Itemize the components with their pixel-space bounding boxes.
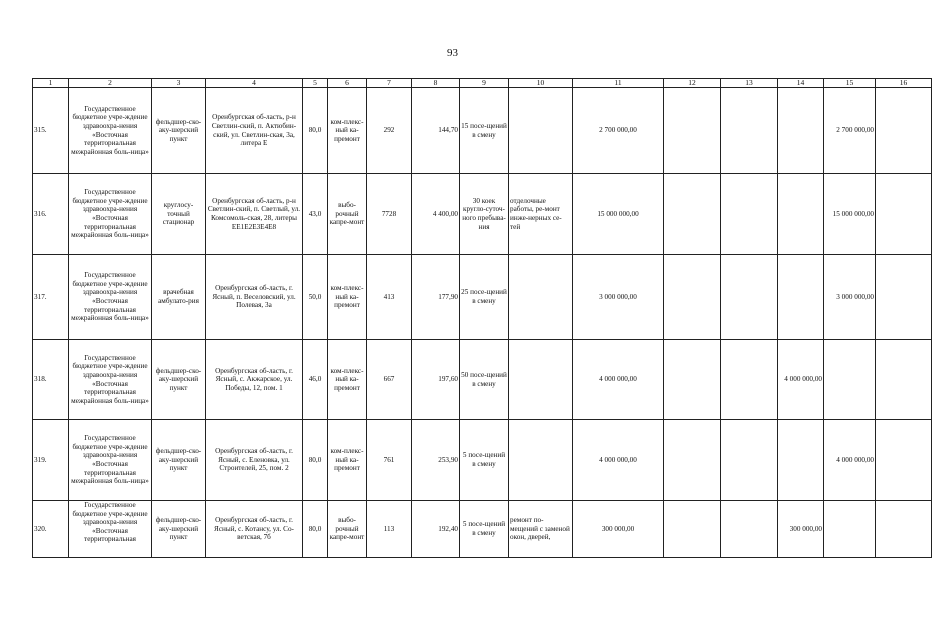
wear-percent-cell: 46,0	[303, 340, 328, 420]
works-cell: ремонт по-мещений с заменой окон, дверей,	[509, 501, 573, 558]
total-cost-cell: 300 000,00	[573, 501, 664, 558]
repair-type-cell: ком-плекс-ный ка-премонт	[328, 88, 367, 174]
column-header: 11	[573, 79, 664, 88]
year-amount-cell: 300 000,00	[778, 501, 824, 558]
table-row	[33, 255, 932, 340]
year-amount-cell	[876, 88, 932, 174]
row-number: 320.	[33, 501, 69, 558]
year-amount-cell	[664, 420, 721, 501]
col7-cell: 292	[367, 88, 412, 174]
table-row	[33, 420, 932, 501]
page-number: 93	[447, 47, 458, 59]
year-amount-cell	[664, 340, 721, 420]
address-cell: Оренбургская об-ласть, г. Ясный, п. Веселовский, ул. Полевая, 3а	[206, 255, 303, 340]
year-amount-cell	[876, 174, 932, 255]
wear-percent-cell: 80,0	[303, 420, 328, 501]
column-header: 5	[303, 79, 328, 88]
year-amount-cell	[778, 174, 824, 255]
col7-cell: 667	[367, 340, 412, 420]
row-number: 317.	[33, 255, 69, 340]
repair-type-cell: ком-плекс-ный ка-премонт	[328, 420, 367, 501]
works-cell	[509, 255, 573, 340]
area-cell: 144,70	[412, 88, 460, 174]
column-header: 7	[367, 79, 412, 88]
facility-type-cell: фельдшер-ско-аку-шерский пункт	[152, 501, 206, 558]
area-cell: 4 400,00	[412, 174, 460, 255]
address-cell: Оренбургская об-ласть, г. Ясный, с. Котансу, ул. Со-ветская, 7б	[206, 501, 303, 558]
works-cell: отделочные работы, ре-монт инже-нерных се-тей	[509, 174, 573, 255]
col7-cell: 113	[367, 501, 412, 558]
address-cell: Оренбургская об-ласть, г. Ясный, с. Еленовка, ул. Строителей, 25, пом. 2	[206, 420, 303, 501]
column-header: 8	[412, 79, 460, 88]
wear-percent-cell: 80,0	[303, 501, 328, 558]
total-cost-cell: 4 000 000,00	[573, 420, 664, 501]
repair-type-cell: выбо-рочный капре-монт	[328, 501, 367, 558]
column-header: 14	[778, 79, 824, 88]
area-cell: 177,90	[412, 255, 460, 340]
year-amount-cell	[778, 88, 824, 174]
year-amount-cell: 2 700 000,00	[824, 88, 876, 174]
facility-type-cell: круглосу-точный стационар	[152, 174, 206, 255]
wear-percent-cell: 50,0	[303, 255, 328, 340]
works-cell	[509, 420, 573, 501]
column-header: 16	[876, 79, 932, 88]
col7-cell: 413	[367, 255, 412, 340]
wear-percent-cell: 80,0	[303, 88, 328, 174]
organization-cell: Государственное бюджетное учре-ждение здравоохра-нения «Восточная территориальная межрайонная боль-ница»	[69, 88, 152, 174]
organization-cell: Государственное бюджетное учре-ждение здравоохра-нения «Восточная территориальная	[69, 501, 152, 558]
facility-type-cell: врачебная амбулато-рия	[152, 255, 206, 340]
year-amount-cell	[778, 255, 824, 340]
organization-cell: Государственное бюджетное учре-ждение здравоохра-нения «Восточная территориальная межрайонная боль-ница»	[69, 255, 152, 340]
table-row	[33, 174, 932, 255]
year-amount-cell	[876, 501, 932, 558]
organization-cell: Государственное бюджетное учре-ждение здравоохра-нения «Восточная территориальная межрайонная боль-ница»	[69, 340, 152, 420]
year-amount-cell	[664, 501, 721, 558]
repair-type-cell: ком-плекс-ный ка-премонт	[328, 340, 367, 420]
year-amount-cell	[721, 174, 778, 255]
column-header: 10	[509, 79, 573, 88]
facility-type-cell: фельдшер-ско-аку-шерский пункт	[152, 420, 206, 501]
facility-type-cell: фельдшер-ско-аку-шерский пункт	[152, 340, 206, 420]
address-cell: Оренбургская об-ласть, р-н Светлин-ский, п. Актюбин-ский, ул. Светлин-ская, 3а, литера Е	[206, 88, 303, 174]
organization-cell: Государственное бюджетное учре-ждение здравоохра-нения «Восточная территориальная межрайонная боль-ница»	[69, 174, 152, 255]
area-cell: 253,90	[412, 420, 460, 501]
year-amount-cell	[876, 420, 932, 501]
address-cell: Оренбургская об-ласть, р-н Светлин-ский, п. Светлый, ул. Комсомоль-ская, 28, литеры ЕЕ1Е2Е3Е4Е8	[206, 174, 303, 255]
column-header: 1	[33, 79, 69, 88]
column-header: 9	[460, 79, 509, 88]
column-header: 3	[152, 79, 206, 88]
total-cost-cell: 3 000 000,00	[573, 255, 664, 340]
capacity-cell: 25 посе-щений в смену	[460, 255, 509, 340]
year-amount-cell	[721, 420, 778, 501]
wear-percent-cell: 43,0	[303, 174, 328, 255]
capacity-cell: 15 посе-щений в смену	[460, 88, 509, 174]
capacity-cell: 30 коек кругло-суточ-ного пребыва-ния	[460, 174, 509, 255]
capacity-cell: 50 посе-щений в смену	[460, 340, 509, 420]
year-amount-cell: 15 000 000,00	[824, 174, 876, 255]
total-cost-cell: 4 000 000,00	[573, 340, 664, 420]
total-cost-cell: 2 700 000,00	[573, 88, 664, 174]
year-amount-cell	[721, 88, 778, 174]
total-cost-cell: 15 000 000,00	[573, 174, 664, 255]
address-cell: Оренбургская об-ласть, г. Ясный, с. Акжарское, ул. Победы, 12, пом. 1	[206, 340, 303, 420]
year-amount-cell	[664, 174, 721, 255]
year-amount-cell: 4 000 000,00	[824, 420, 876, 501]
row-number: 319.	[33, 420, 69, 501]
col7-cell: 7728	[367, 174, 412, 255]
year-amount-cell	[664, 255, 721, 340]
works-cell	[509, 340, 573, 420]
area-cell: 192,40	[412, 501, 460, 558]
repair-type-cell: ком-плекс-ный ка-премонт	[328, 255, 367, 340]
column-header: 13	[721, 79, 778, 88]
row-number: 315.	[33, 88, 69, 174]
table-row	[33, 501, 932, 558]
table-row	[33, 88, 932, 174]
year-amount-cell	[876, 255, 932, 340]
row-number: 318.	[33, 340, 69, 420]
year-amount-cell	[778, 420, 824, 501]
year-amount-cell	[721, 340, 778, 420]
column-header: 6	[328, 79, 367, 88]
repair-type-cell: выбо-рочный капре-монт	[328, 174, 367, 255]
col7-cell: 761	[367, 420, 412, 501]
works-cell	[509, 88, 573, 174]
column-header: 2	[69, 79, 152, 88]
column-header: 4	[206, 79, 303, 88]
organization-cell: Государственное бюджетное учре-ждение здравоохра-нения «Восточная территориальная межрайонная боль-ница»	[69, 420, 152, 501]
document-table	[32, 78, 932, 558]
year-amount-cell	[876, 340, 932, 420]
capacity-cell: 5 посе-щений в смену	[460, 420, 509, 501]
year-amount-cell	[721, 255, 778, 340]
area-cell: 197,60	[412, 340, 460, 420]
column-header: 12	[664, 79, 721, 88]
header-row	[33, 79, 932, 88]
year-amount-cell: 4 000 000,00	[778, 340, 824, 420]
capacity-cell: 5 посе-щений в смену	[460, 501, 509, 558]
year-amount-cell: 3 000 000,00	[824, 255, 876, 340]
year-amount-cell	[664, 88, 721, 174]
year-amount-cell	[721, 501, 778, 558]
facility-type-cell: фельдшер-ско-аку-шерский пункт	[152, 88, 206, 174]
row-number: 316.	[33, 174, 69, 255]
table-row	[33, 340, 932, 420]
column-header: 15	[824, 79, 876, 88]
year-amount-cell	[824, 501, 876, 558]
year-amount-cell	[824, 340, 876, 420]
